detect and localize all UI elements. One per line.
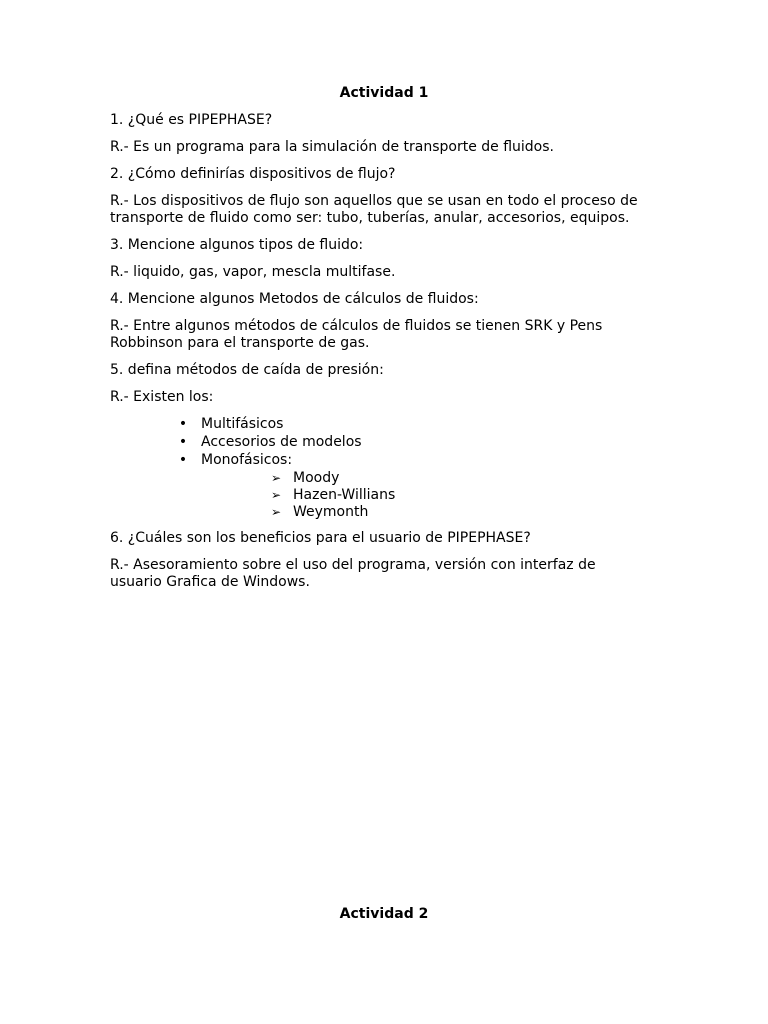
document-body [110, 112, 650, 601]
answer-6: R.- Asesoramiento sobre el uso del programa, versión con interfaz de usuario Grafica de Windows. [110, 557, 601, 590]
list-item [110, 416, 650, 433]
sub-list-item [110, 504, 650, 521]
sub-list-item-label: Moody [293, 470, 340, 486]
answer-4: R.- Entre algunos métodos de cálculos de fluidos se tienen SRK y Pens Robbinson para el transporte de gas. [110, 318, 607, 351]
sub-list-item [110, 470, 650, 487]
question-4: 4. Mencione algunos Metodos de cálculos de fluidos: [110, 291, 479, 307]
list-item-label: Accesorios de modelos [201, 434, 362, 450]
list-item-label: Monofásicos: [201, 452, 293, 468]
answer-3: R.- liquido, gas, vapor, mescla multifase. [110, 264, 396, 280]
question-2: 2. ¿Cómo definirías dispositivos de flujo? [110, 166, 396, 182]
sub-list-item-label: Weymonth [293, 504, 369, 520]
sub-list-item-label: Hazen-Willians [293, 487, 396, 503]
question-5: 5. defina métodos de caída de presión: [110, 362, 384, 378]
list-item [110, 452, 650, 469]
arrow-bullet-icon: ➢ [270, 471, 282, 485]
arrow-bullet-icon: ➢ [270, 488, 282, 502]
bullet-dot-icon: • [178, 416, 188, 432]
arrow-bullet-icon: ➢ [270, 505, 282, 519]
question-6: 6. ¿Cuáles son los beneficios para el usuario de PIPEPHASE? [110, 530, 531, 546]
question-3: 3. Mencione algunos tipos de fluido: [110, 237, 364, 253]
section-title-actividad-2: Actividad 2 [339, 906, 429, 922]
bullet-dot-icon: • [178, 434, 188, 450]
list-item-label: Multifásicos [201, 416, 284, 432]
sub-list-item [110, 487, 650, 504]
pressure-methods-list [110, 416, 650, 521]
answer-1: R.- Es un programa para la simulación de transporte de fluidos. [110, 139, 554, 155]
section-title-actividad-1: Actividad 1 [339, 85, 429, 101]
list-item [110, 434, 650, 451]
answer-2: R.- Los dispositivos de flujo son aquellos que se usan en todo el proceso de transporte de fluido como ser: tubo, tuberías, anular, accesorios, equipos. [110, 193, 643, 226]
monofasicos-sub-list [110, 470, 650, 521]
question-1: 1. ¿Qué es PIPEPHASE? [110, 112, 273, 128]
answer-5: R.- Existen los: [110, 389, 214, 405]
bullet-dot-icon: • [178, 452, 188, 468]
